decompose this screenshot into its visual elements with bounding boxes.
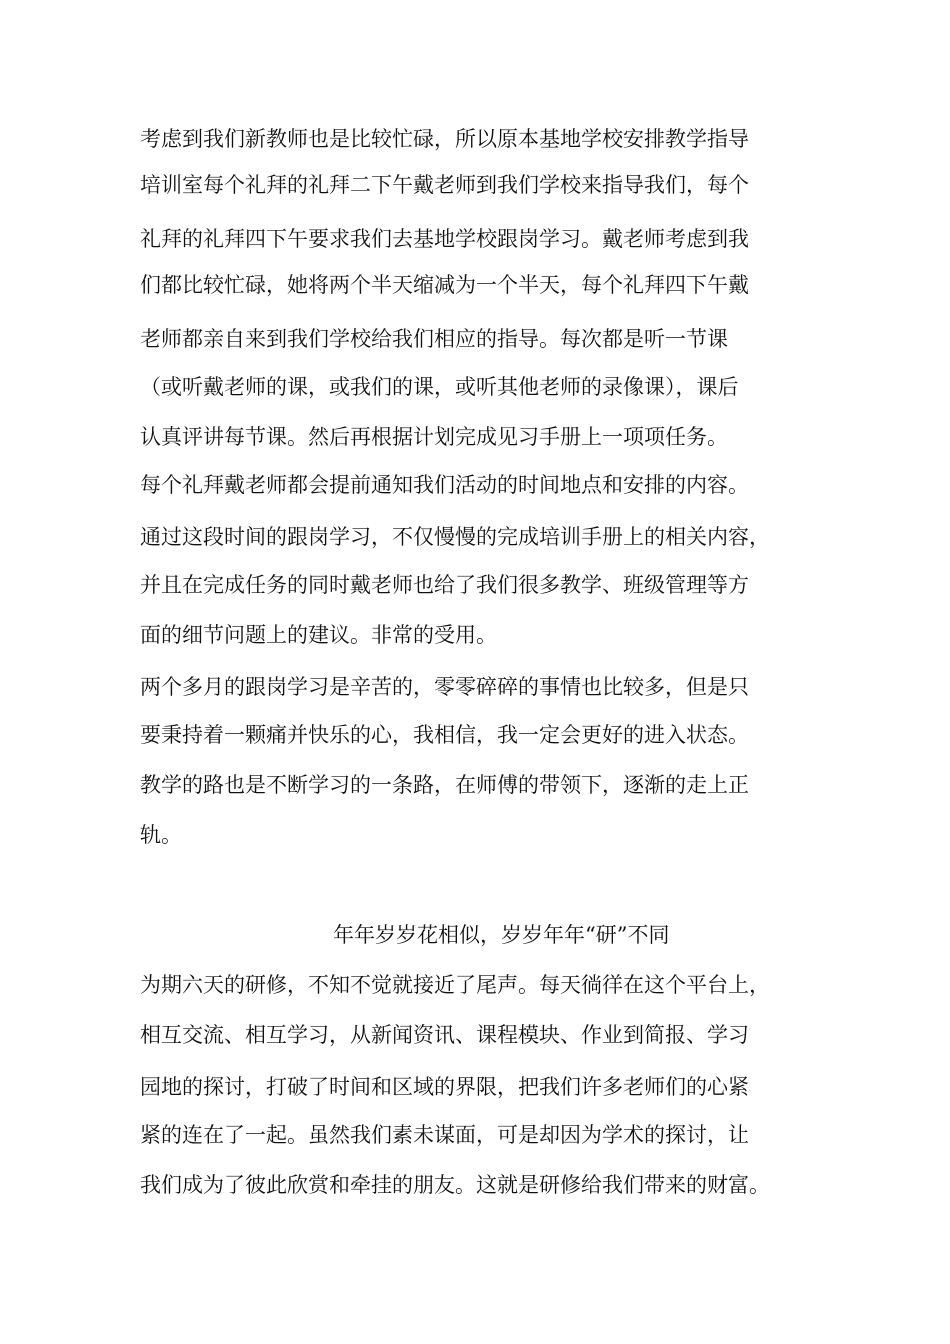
paragraph-line: 教学的路也是不断学习的一条路，在师傅的带领下，逐渐的走上正 — [140, 773, 749, 797]
paragraph-line: 每个礼拜戴老师都会提前通知我们活动的时间地点和安排的内容。 — [140, 473, 749, 497]
paragraph-line: 并且在完成任务的同时戴老师也给了我们很多教学、班级管理等方 — [140, 573, 749, 597]
paragraph-line: 认真评讲每节课。然后再根据计划完成见习手册上一项项任务。 — [140, 425, 728, 449]
paragraph-line: 通过这段时间的跟岗学习，不仅慢慢的完成培训手册上的相关内容， — [140, 525, 770, 549]
section-title: 年年岁岁花相似，岁岁年年“研”不同 — [333, 923, 670, 947]
paragraph-line: 为期六天的研修，不知不觉就接近了尾声。每天徜徉在这个平台上， — [140, 973, 770, 997]
paragraph-line: 们都比较忙碌，她将两个半天缩减为一个半天，每个礼拜四下午戴 — [140, 273, 749, 297]
paragraph-line: 相互交流、相互学习，从新闻资讯、课程模块、作业到简报、学习 — [140, 1023, 749, 1047]
paragraph-line: 我们成为了彼此欣赏和牵挂的朋友。这就是研修给我们带来的财富。 — [140, 1173, 770, 1197]
paragraph-line: （或听戴老师的课，或我们的课，或听其他老师的录像课），课后 — [140, 375, 739, 399]
paragraph-line: 园地的探讨，打破了时间和区域的界限，把我们许多老师们的心紧 — [140, 1075, 749, 1099]
paragraph-line: 老师都亲自来到我们学校给我们相应的指导。每次都是听一节课 — [140, 327, 728, 351]
paragraph-line: 礼拜的礼拜四下午要求我们去基地学校跟岗学习。戴老师考虑到我 — [140, 227, 749, 251]
paragraph-line: 考虑到我们新教师也是比较忙碌，所以原本基地学校安排教学指导 — [140, 127, 749, 151]
paragraph-line: 要秉持着一颗痛并快乐的心，我相信，我一定会更好的进入状态。 — [140, 723, 749, 747]
paragraph-line: 两个多月的跟岗学习是辛苦的，零零碎碎的事情也比较多，但是只 — [140, 675, 749, 699]
paragraph-line: 紧的连在了一起。虽然我们素未谋面，可是却因为学术的探讨，让 — [140, 1123, 749, 1147]
paragraph-line: 培训室每个礼拜的礼拜二下午戴老师到我们学校来指导我们，每个 — [140, 173, 749, 197]
paragraph-line: 面的细节问题上的建议。非常的受用。 — [140, 623, 497, 647]
paragraph-line: 轨。 — [140, 823, 182, 847]
